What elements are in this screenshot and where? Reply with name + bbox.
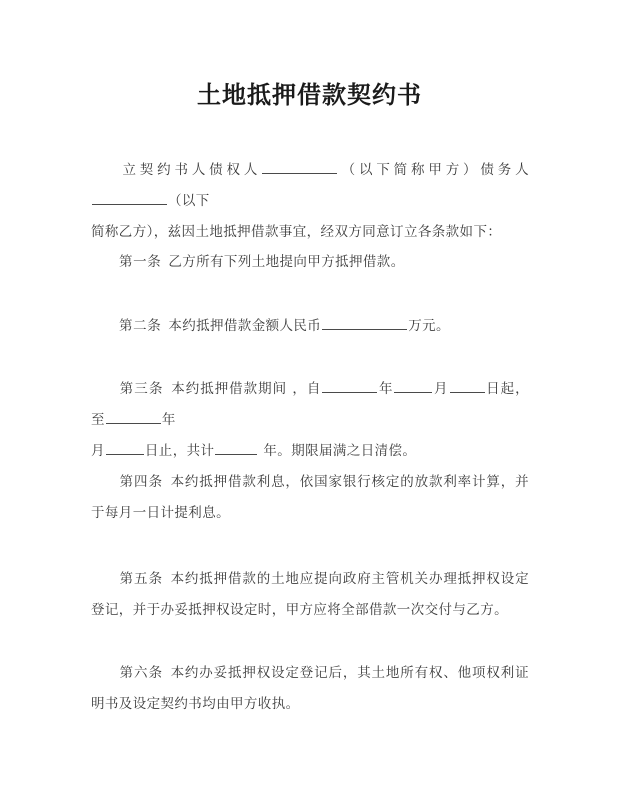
clause-2-body-after: 万元。 <box>408 318 450 334</box>
start-day-blank[interactable] <box>450 378 485 393</box>
paragraph-clause-3 <box>91 374 529 467</box>
start-year-blank[interactable] <box>322 378 377 393</box>
clause-1-text <box>91 247 529 278</box>
end-month-blank[interactable] <box>106 440 144 455</box>
clause-2-label: 第二条 <box>119 318 162 334</box>
clause-5-text <box>91 564 529 626</box>
clause-4-label: 第四条 <box>119 474 164 490</box>
clause-3-text-3: 月 <box>433 381 449 397</box>
clause-5-body: 本约抵押借款的土地应提向政府主管机关办理抵押权设定登记，并于办妥抵押权设定时，甲方应将全部借款一次交付与乙方。 <box>91 571 529 618</box>
clause-3-text-5: 年 <box>161 412 176 428</box>
end-year-blank[interactable] <box>106 409 161 424</box>
clause-3-label: 第三条 <box>119 381 164 397</box>
clause-4-text <box>91 467 529 529</box>
start-month-blank[interactable] <box>394 378 432 393</box>
paragraph-clause-4 <box>91 467 529 529</box>
clause-1-body: 乙方所有下列土地提向甲方抵押借款。 <box>168 254 405 270</box>
clause-2-text <box>91 311 529 342</box>
clause-6-label: 第六条 <box>119 665 164 681</box>
clause-3-text-7: 日止，共计 <box>144 443 215 459</box>
intro-tail-text: （以下 <box>168 193 210 209</box>
paragraph-clause-5 <box>91 564 529 626</box>
clause-3-text <box>91 374 529 467</box>
clause-2-body-before: 本约抵押借款金额人民币 <box>168 318 322 334</box>
debtor-name-blank[interactable] <box>92 190 167 205</box>
total-years-blank[interactable] <box>215 440 257 455</box>
paragraph-clause-2 <box>91 311 529 342</box>
intro-mid-text: （以下简称甲方）债务人 <box>338 162 529 178</box>
clause-1-label: 第一条 <box>119 254 162 270</box>
paragraph-clause-1 <box>91 247 529 278</box>
clause-3-text-4: 日起，至 <box>91 381 529 428</box>
clause-3-text-6: 月 <box>91 443 105 459</box>
clause-3-text-2: 年 <box>378 381 394 397</box>
paragraph-clause-6 <box>91 658 529 720</box>
clause-6-body: 本约办妥抵押权设定登记后，其土地所有权、他项权利证明书及设定契约书均由甲方收执。 <box>91 665 529 712</box>
intro-lead-text: 立契约书人债权人 <box>119 162 262 178</box>
intro-line2-text: 简称乙方），兹因土地抵押借款事宜，经双方同意订立各条款如下： <box>91 224 502 240</box>
clause-5-label: 第五条 <box>119 571 164 587</box>
clause-3-text-8: 年。期限届满之日清偿。 <box>263 443 417 459</box>
paragraph-intro <box>91 155 529 248</box>
intro-text <box>91 155 529 248</box>
clause-6-text <box>91 658 529 720</box>
clause-4-body: 本约抵押借款利息，依国家银行核定的放款利率计算，并于每月一日计提利息。 <box>91 474 529 521</box>
page-title: 土地抵押借款契约书 <box>197 81 422 110</box>
clause-3-text-1: 本约抵押借款期间 ，自 <box>170 381 322 397</box>
loan-amount-blank[interactable] <box>322 315 407 330</box>
creditor-name-blank[interactable] <box>262 159 337 174</box>
